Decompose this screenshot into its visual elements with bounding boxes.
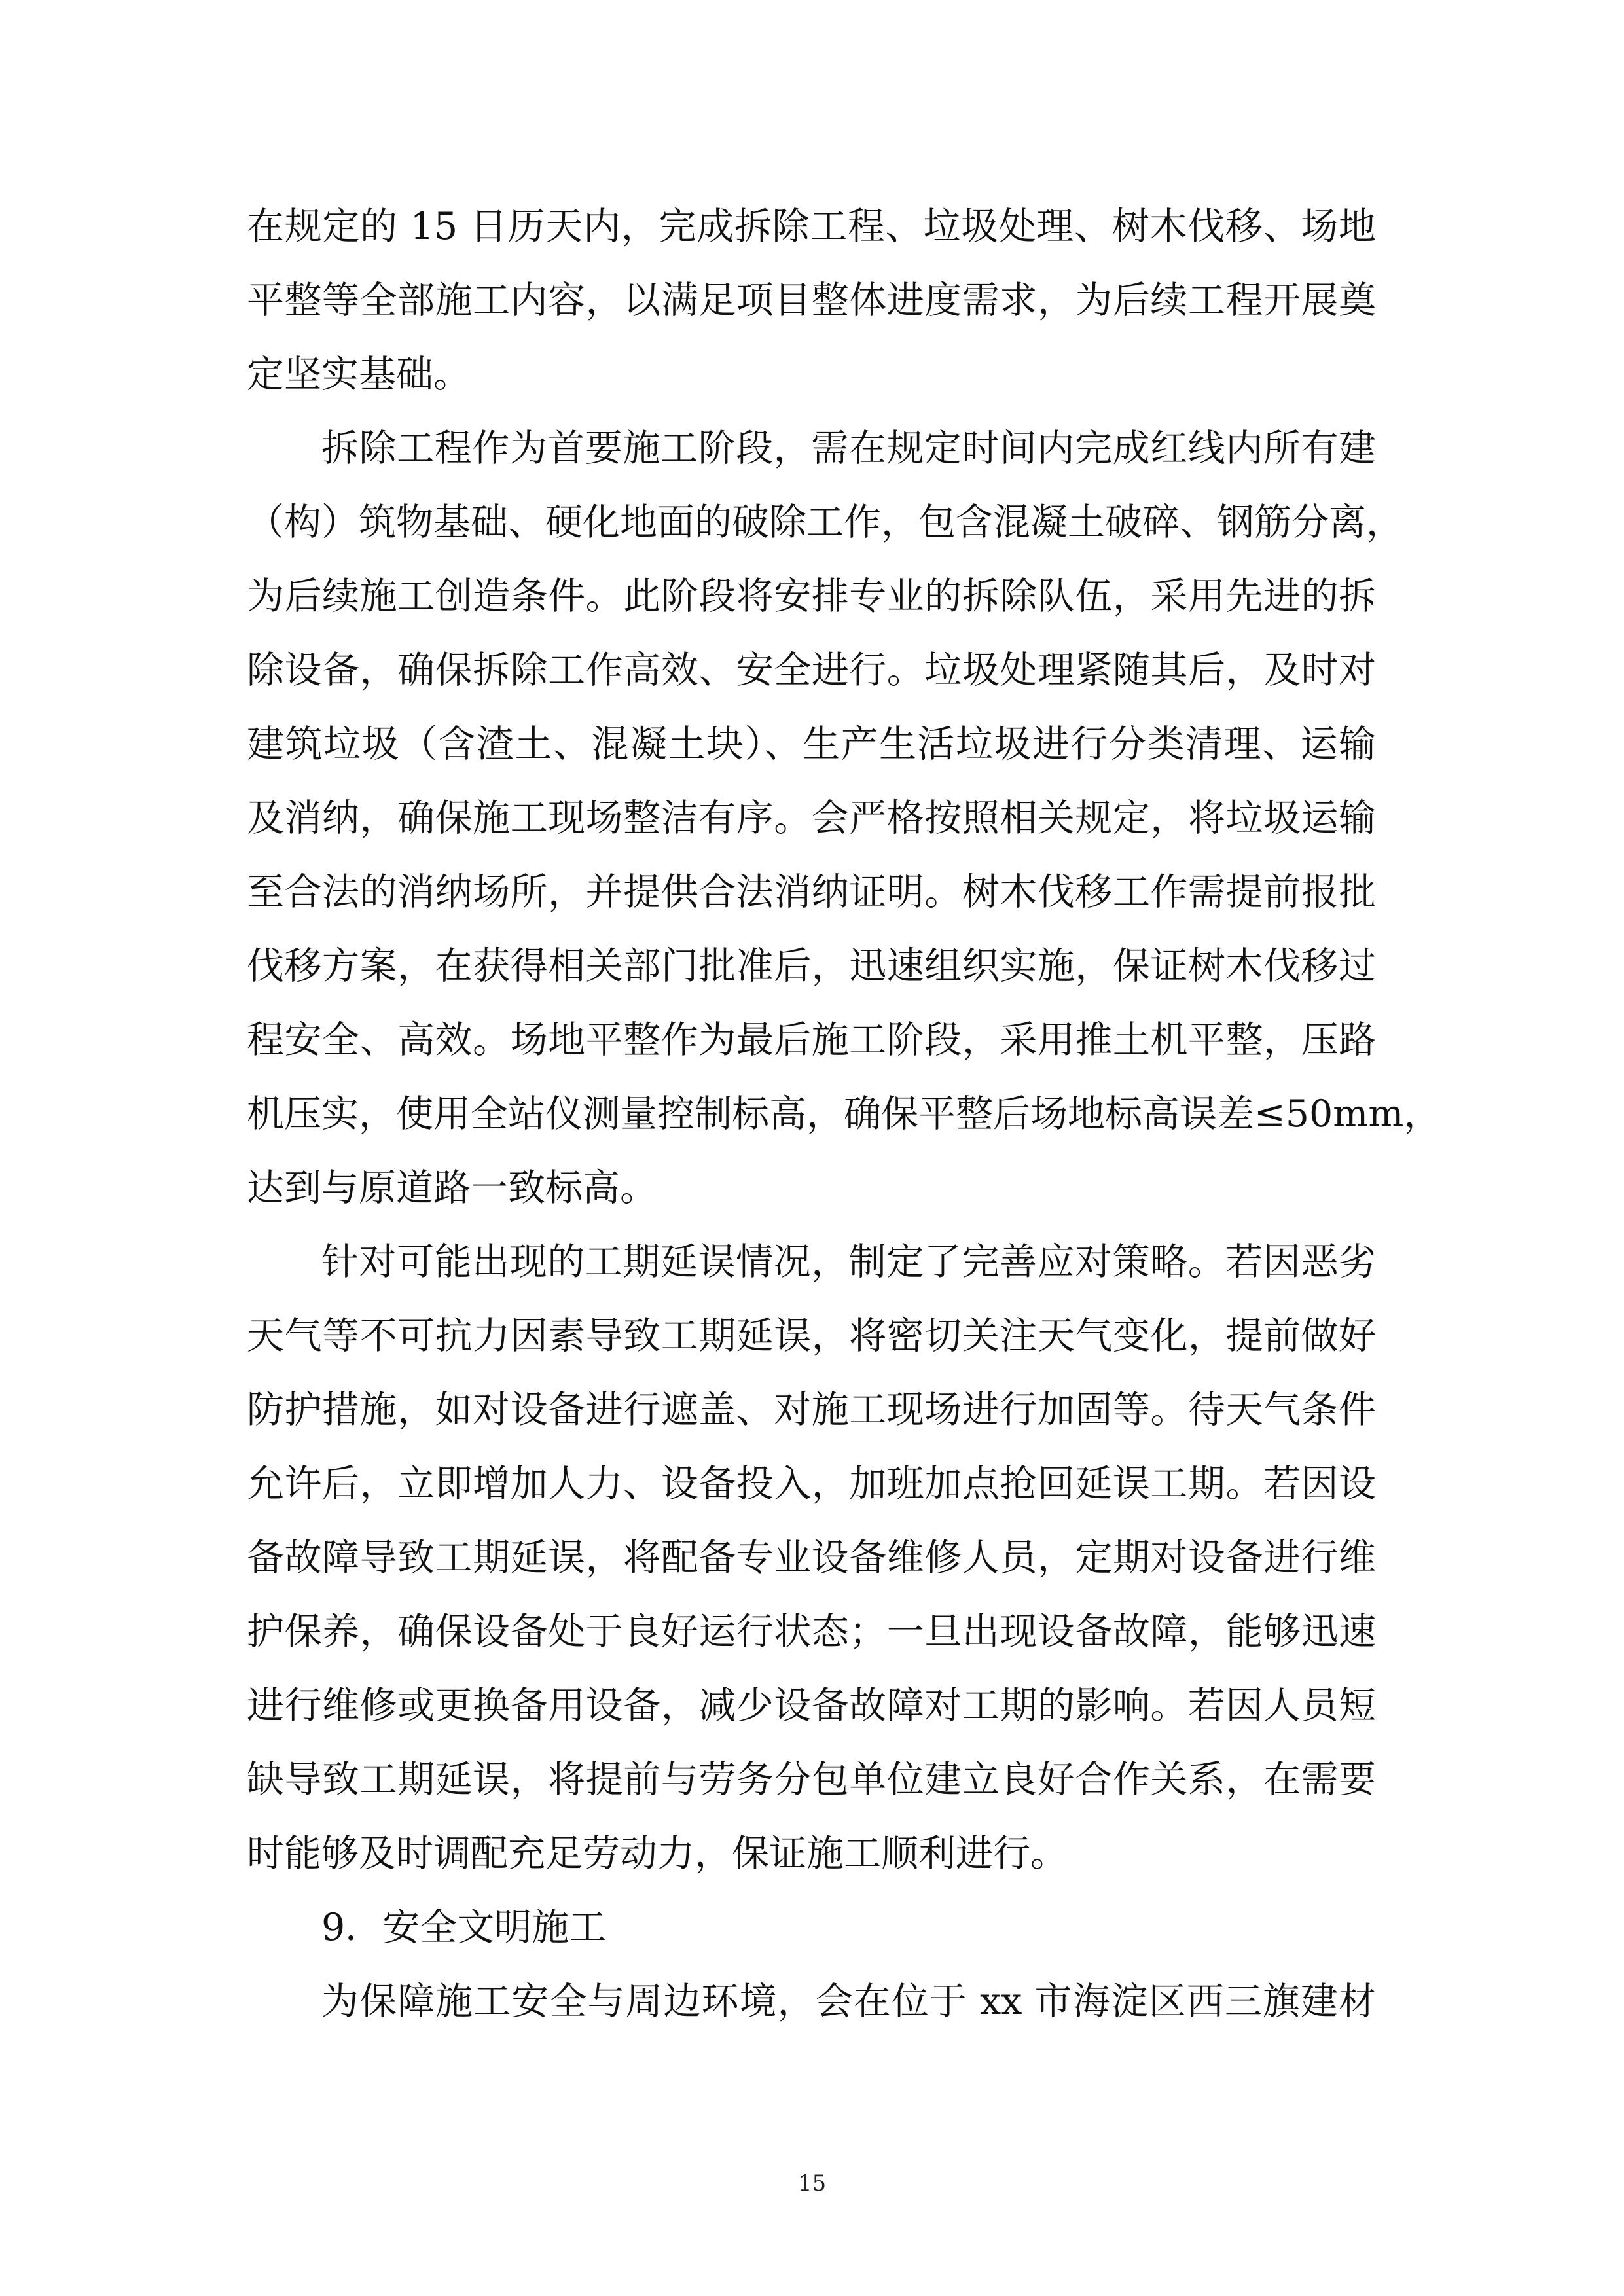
- text-line: 防护措施，如对设备进行遮盖、对施工现场进行加固等。待天气条件: [247, 1388, 1376, 1431]
- text-line: 备故障导致工期延误，将配备专业设备维修人员，定期对设备进行维: [247, 1536, 1376, 1579]
- text-line: 程安全、高效。场地平整作为最后施工阶段，采用推土机平整，压路: [247, 1018, 1376, 1062]
- text-line: 为保障施工安全与周边环境，会在位于 xx 市海淀区西三旗建材: [321, 1980, 1376, 2023]
- text-line: 至合法的消纳场所，并提供合法消纳证明。树木伐移工作需提前报批: [247, 870, 1376, 914]
- document-body: [247, 190, 1441, 2039]
- page-number: 15: [797, 2170, 827, 2197]
- text-line: 达到与原道路一致标高。: [247, 1166, 657, 1210]
- section-heading: 9．安全文明施工: [321, 1906, 607, 1949]
- text-line: 平整等全部施工内容，以满足项目整体进度需求，为后续工程开展奠: [247, 279, 1376, 322]
- text-line: 及消纳，确保施工现场整洁有序。会严格按照相关规定，将垃圾运输: [247, 797, 1376, 840]
- text-line: 伐移方案，在获得相关部门批准后，迅速组织实施，保证树木伐移过: [247, 944, 1376, 988]
- text-line: 允许后，立即增加人力、设备投入，加班加点抢回延误工期。若因设: [247, 1462, 1376, 1505]
- text-line: 建筑垃圾（含渣土、混凝土块）、生产生活垃圾进行分类清理、运输: [247, 723, 1376, 766]
- text-line: （构）筑物基础、硬化地面的破除工作，包含混凝土破碎、钢筋分离，: [247, 501, 1403, 544]
- text-line: 除设备，确保拆除工作高效、安全进行。垃圾处理紧随其后，及时对: [247, 649, 1376, 692]
- text-line: 拆除工程作为首要施工阶段，需在规定时间内完成红线内所有建: [321, 427, 1376, 470]
- text-line: 在规定的 15 日历天内，完成拆除工程、垃圾处理、树木伐移、场地: [247, 205, 1376, 248]
- text-line: 缺导致工期延误，将提前与劳务分包单位建立良好合作关系，在需要: [247, 1758, 1376, 1801]
- text-line: 针对可能出现的工期延误情况，制定了完善应对策略。若因恶劣: [321, 1240, 1376, 1283]
- text-line: 护保养，确保设备处于良好运行状态；一旦出现设备故障，能够迅速: [247, 1610, 1376, 1653]
- text-line: 机压实，使用全站仪测量控制标高，确保平整后场地标高误差≤50mm，: [247, 1092, 1441, 1136]
- text-line: 时能够及时调配充足劳动力，保证施工顺利进行。: [247, 1832, 1068, 1875]
- text-line: 为后续施工创造条件。此阶段将安排专业的拆除队伍，采用先进的拆: [247, 575, 1376, 618]
- text-line: 定坚实基础。: [247, 353, 471, 396]
- text-line: 天气等不可抗力因素导致工期延误，将密切关注天气变化，提前做好: [247, 1314, 1376, 1357]
- text-line: 进行维修或更换备用设备，减少设备故障对工期的影响。若因人员短: [247, 1684, 1376, 1727]
